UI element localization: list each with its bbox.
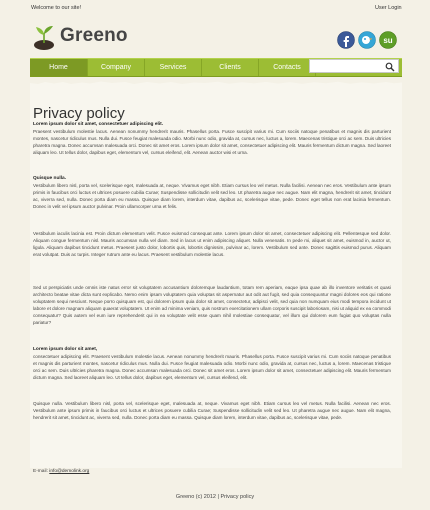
nav-contacts[interactable]: Contacts (273, 64, 301, 71)
footer-text: Greeno (c) 2012 | Privacy policy (175, 494, 255, 500)
welcome-text: Welcome to our site! (31, 5, 82, 11)
twitter-icon[interactable] (358, 31, 376, 49)
search-input[interactable] (309, 59, 399, 73)
nav-company[interactable]: Company (101, 64, 131, 71)
paragraph (33, 174, 391, 210)
top-bar (0, 0, 430, 16)
paragraph-body: Praesent vestibulum molestie lacus. Aenean nonummy hendrerit mauris. Phasellus porta. Fusce suscipit varius mi. Cum sociis natoque penatibus et magnis dis parturient montes, nascetur ridiculus mus. Nulla dui. Fusce feugiat malesuada odio. Morbi nunc odio, gravida at, cursus nec, luctus a, lorem. Maecenas tristique orci ac sem. Duis ultricies pharetra magna. Donec accumsan malesuada orci. Donec sit amet eros. Lorem ipsum dolor sit amet, consectetuer adipiscing elit. Mauris fermentum dictum magna. Sed laoreet aliquam leo. Ut tellus dolor, dapibus eget, elementum vel, cursus eleifend, elit. Aenean auctor wisi et urna. (33, 129, 391, 156)
search-icon[interactable] (385, 62, 395, 72)
email-label: E-mail: (33, 469, 48, 474)
nav-home[interactable]: Home (30, 59, 87, 76)
email-line (33, 469, 89, 474)
paragraph (33, 345, 391, 381)
paragraph-body: Sed ut perspiciatis unde omnis iste natus error sit voluptatem accusantium doloremque laudantium, totam rem aperiam, eaque ipsa quae ab illo inventore veritatis et quasi architecto beatae vitae dicta sunt explicabo. Nemo enim ipsam voluptatem quia voluptas sit aspernatur aut odit aut fugit, sed quia consequuntur magni dolores eos qui ratione voluptatem sequi nesciunt. Neque porro quisquam est, qui dolorem ipsum quia dolor sit amet, consectetur, adipisci velit, sed quia non numquam eius modi tempora incidunt ut labore et dolore magnam aliquam quaerat voluptatem. Ut enim ad minima veniam, quis nostrum exercitationem ullam corporis suscipit laboriosam, nisi ut aliquid ex ea commodi consequatur? Quis autem vel eum iure reprehenderit qui in ea voluptate velit esse quam nihil molestiae consequatur, vel illum qui dolorem eum fugiat quo voluptas nulla pariatur? (33, 285, 391, 326)
facebook-icon[interactable] (337, 31, 355, 49)
brand-logo-text[interactable]: Greeno (60, 25, 128, 46)
paragraph-body: consectetuer adipiscing elit. Praesent vestibulum molestie lacus. Aenean nonummy hendrerit mauris. Phasellus porta. Fusce suscipit varius mi. Cum sociis natoque penatibus et magnis dis parturient montes, nascetur ridiculus mus. Nulla dui. Fusce feugiat malesuada odio. Morbi nunc odio, gravida at, cursus nec, luctus a, lorem. Maecenas tristique orci ac sem. Duis ultricies pharetra magna. Donec accumsan malesuada orci. Donec sit amet eros. Lorem ipsum dolor sit amet, consectetuer adipiscing elit. Mauris fermentum dictum magna. Sed laoreet aliquam leo. Ut tellus dolor, dapibus eget, elementum vel, cursus eleifend, elit. (33, 354, 391, 381)
user-login-link[interactable]: User Login (375, 5, 402, 11)
paragraph (33, 284, 391, 326)
paragraph (33, 230, 391, 258)
paragraph-heading: Quisque nulla. (33, 176, 67, 181)
nav-clients[interactable]: Clients (219, 64, 241, 71)
paragraph-heading: Lorem ipsum dolor sit amet, consectetuer adipiscing elit. (33, 122, 164, 127)
paragraph (33, 120, 391, 156)
email-link[interactable]: info@demolink.org (49, 469, 90, 474)
stumbleupon-icon[interactable] (379, 31, 397, 49)
paragraph-body: Quisque nulla. Vestibulum libero nisl, porta vel, scelerisque eget, malesuada at, neque. Vivamus eget nibh. Etiam cursus leo vel metus. Nulla facilisi. Aenean nec eros. Vestibulum ante ipsum primis in faucibus orci luctus et ultrices posuere cubilia Curae; Suspendisse sollicitudin velit sed leo. Ut pharetra augue nec augue. Nam elit magna, hendrerit sit amet, tincidunt ac, viverra sed, nulla. Donec porta diam eu massa. Quisque diam lorem, interdum vitae, dapibus ac, scelerisque vitae, pede. (33, 401, 391, 421)
paragraph-heading: Lorem ipsum dolor sit amet, (33, 347, 98, 352)
paragraph-body: Vestibulum iaculis lacinia est. Proin dictum elementum velit. Fusce euismod consequat ante. Lorem ipsum dolor sit amet, consectetuer adipiscing elit. Pellentesque sed dolor. Aliquam congue fermentum nisl. Mauris accumsan nulla vel diam. Sed in lacus ut enim adipiscing aliquet. Nulla venenatis. In pede mi, aliquet sit amet, euismod in, auctor ut, ligula. Aliquam dapibus tincidunt metus. Praesent justo dolor, lobortis quis, lobortis dignissim, pulvinar ac, lorem. Vestibulum sed ante. Donec sagittis euismod purus. Aliquam erat volutpat. Duis ac turpis. Integer rutrum ante eu lacus. Praesent vestibulum molestie lacus. (33, 231, 391, 258)
nav-services[interactable]: Services (159, 64, 187, 71)
paragraph (33, 400, 391, 421)
sprout-logo-icon[interactable] (33, 25, 55, 51)
svg-text:su: su (383, 36, 393, 45)
paragraph-body: Vestibulum libero nisl, porta vel, scelerisque eget, malesuada at, neque. Vivamus eget nibh. Etiam cursus leo vel metus. Nulla facilisi. Aenean nec eros. Vestibulum ante ipsum primis in faucibus orci luctus et ultrices posuere cubilia Curae; Suspendisse sollicitudin velit sed leo. Ut pharetra augue nec augue. Nam elit magna, hendrerit sit amet, tincidunt ac, viverra sed, nulla. Donec porta diam eu massa. Quisque diam lorem, interdum vitae, dapibus ac, scelerisque vitae, pede. Donec eget tellus non erat lacinia fermentum. Donec in velit vel ipsum auctor pulvinar. Proin ullamcorper urna et felis. (33, 183, 391, 210)
page-title: Privacy policy (33, 105, 125, 123)
